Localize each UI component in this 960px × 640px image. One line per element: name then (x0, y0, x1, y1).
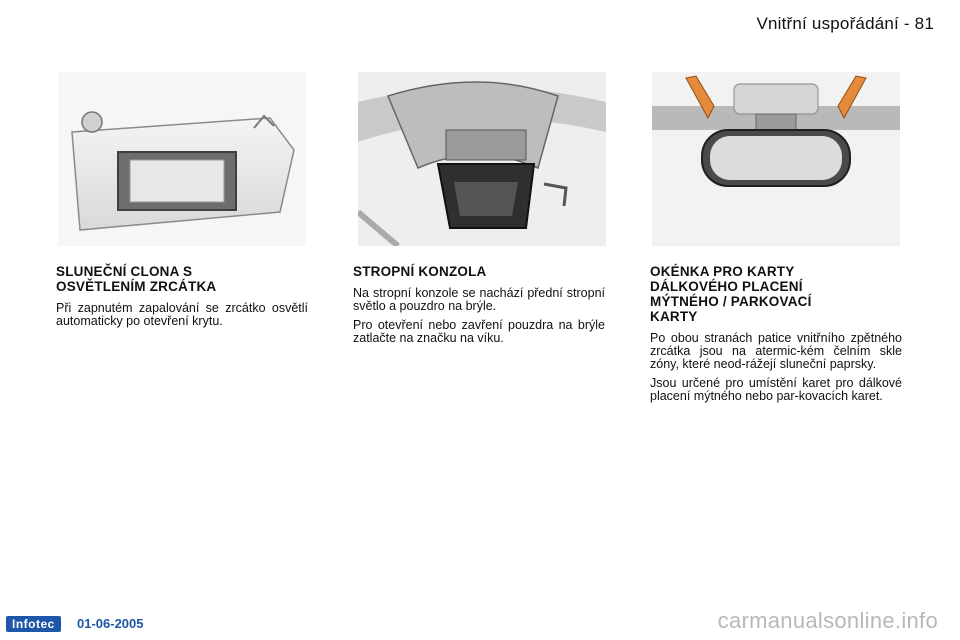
section-heading: STROPNÍ KONZOLA (353, 264, 487, 279)
footer-brand-logo: Infotec (6, 616, 61, 632)
section-paragraph: Při zapnutém zapalování se zrcátko osvětlí automaticky po otevření krytu. (56, 301, 308, 328)
page-header: Vnitřní uspořádání - 81 (756, 14, 934, 33)
section-heading: OKÉNKA PRO KARTY DÁLKOVÉHO PLACENÍ MÝTNÉHO / PARKOVACÍ KARTY (650, 264, 812, 324)
roof-console-photo (358, 72, 606, 246)
section-roof-console (353, 264, 605, 351)
section-card-windows (650, 264, 902, 409)
sun-visor-photo (58, 72, 306, 246)
section-paragraph: Po obou stranách patice vnitřního zpětného zrcátka jsou na atermic-kém čelním skle zóny, které neod-rážejí sluneční paprsky. (650, 331, 902, 371)
section-heading: SLUNEČNÍ CLONA S OSVĚTLENÍM ZRCÁTKA (56, 264, 217, 294)
watermark: carmanualsonline.info (717, 608, 938, 633)
rear-mirror-photo (652, 72, 900, 246)
section-paragraph: Na stropní konzole se nachází přední stropní světlo a pouzdro na brýle. (353, 286, 605, 313)
section-paragraph: Jsou určené pro umístění karet pro dálkové placení mýtného nebo par-kovacích karet. (650, 376, 902, 403)
footer-date: 01-06-2005 (77, 616, 144, 631)
section-sun-visor (56, 264, 308, 334)
section-paragraph: Pro otevření nebo zavření pouzdra na brýle zatlačte na značku na víku. (353, 318, 605, 345)
